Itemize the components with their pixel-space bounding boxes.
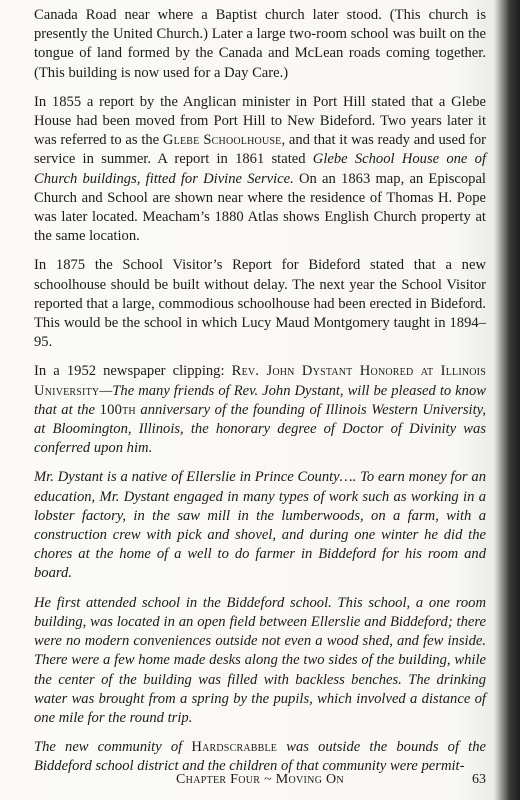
text-run: He first attended school in the Biddeford school. This school, a one room building, was located in an open field between Ellerslie and Biddeford; there were no modern conveniences outside not even a wood shed, and few inside. There were a few home made desks along the two sides of the building, while the center of the building was filled with backless benches. The drinking water was brought from a spring by the pupils, which involved a distance of one mile for the round trip. bbox=[34, 594, 486, 726]
small-caps-run: Glebe Schoolhouse bbox=[162, 132, 282, 149]
text-run: In a 1952 newspaper clipping: bbox=[34, 363, 232, 380]
page-footer bbox=[34, 772, 486, 792]
small-caps-run: Rev. John Dystant Honored at Illinois University bbox=[34, 363, 486, 399]
text-run: Mr. Dystant is a native of Ellerslie in Prince County…. To earn money for an education, Mr. Dystant engaged in many types of work such as working in a lobster factory, in the saw mill in the lumberwoods, on a farm, with a construction crew with pick and shovel, and during one winter he did the chores at the home of a well to do farmer in Biddeford for his room and board. bbox=[34, 469, 486, 582]
paragraph-6 bbox=[34, 594, 486, 728]
small-caps-run: 100th bbox=[99, 401, 136, 418]
text-run: The new community of bbox=[34, 739, 192, 756]
text-run: In 1875 the School Visitor’s Report for Bideford stated that a new schoolhouse should be built without delay. The next year the School Visitor reported that a large, commodious schoolhouse had been erected in Bideford. This would be the school in which Lucy Maud Montgomery taught in 1894–95. bbox=[34, 257, 486, 351]
text-run: On an 1863 map, an Episcopal Church and School are shown near where the residence of Thomas H. Pope was later located. Meacham’s 1880 Atlas shows English Church property at the same location. bbox=[34, 170, 486, 245]
paragraph-5 bbox=[34, 468, 486, 583]
text-run: Canada Road near where a Baptist church later stood. (This church is presently the United Church.) Later a large two-room school was built on the tongue of land formed by the Canada and McLean roads coming together. (This building is now used for a Day Care.) bbox=[34, 7, 486, 81]
small-caps-run: Hardscrabble bbox=[191, 739, 278, 756]
text-run: In 1855 a report by the Anglican minister in Port Hill stated that a Glebe House had been moved from Port Hill to New Bideford. Two years later it was referred to as the bbox=[34, 93, 486, 149]
paragraph-1 bbox=[34, 6, 486, 83]
italic-run: —The many friends of Rev. John Dystant, will be pleased to know that at the bbox=[34, 382, 486, 418]
paragraph-4 bbox=[34, 362, 486, 458]
italic-run: Glebe School House one of Church buildings, fitted for Divine Service. bbox=[34, 151, 487, 187]
paragraph-7 bbox=[34, 738, 486, 776]
text-run: was outside the bounds of the Biddeford school district and the children of that community were permit- bbox=[34, 739, 486, 775]
italic-run: anniversary of the founding of Illinois Western University, at Bloomington, Illinois, the honorary degree of Doctor of Divinity was conferred upon him. bbox=[34, 401, 486, 457]
running-footer-chapter: Chapter Four ~ Moving On bbox=[176, 772, 344, 787]
page-number: 63 bbox=[472, 772, 486, 787]
text-run: , and that it was ready and used for service in summer. A report in 1861 stated bbox=[34, 132, 487, 168]
paragraph-2 bbox=[34, 93, 486, 247]
paragraph-3 bbox=[34, 256, 486, 352]
body-text bbox=[34, 6, 486, 787]
